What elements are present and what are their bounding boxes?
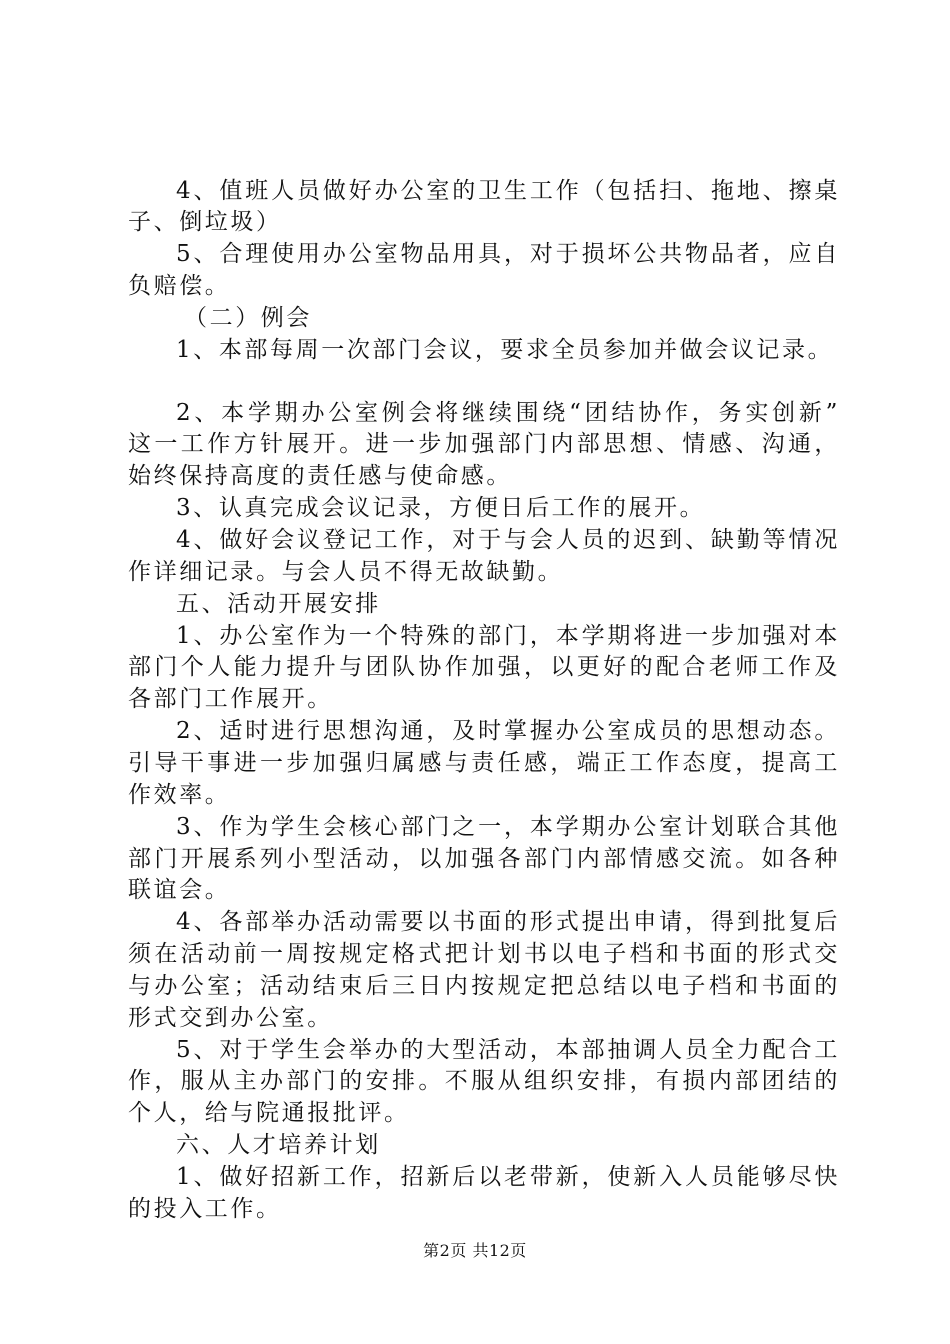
- section-heading: （二）例会: [184, 305, 312, 331]
- section-heading: 六、人才培养计划: [176, 1132, 381, 1158]
- text-line: 负赔偿。: [128, 273, 231, 299]
- text-line: 2、适时进行思想沟通，及时掌握办公室成员的思想动态。: [176, 718, 840, 744]
- text-line: 须在活动前一周按规定格式把计划书以电子档和书面的形式交: [128, 941, 840, 967]
- text-line: 4、做好会议登记工作，对于与会人员的迟到、缺勤等情况: [176, 527, 840, 553]
- text-line: 形式交到办公室。: [128, 1005, 333, 1031]
- text-line: 作，服从主办部门的安排。不服从组织安排，有损内部团结的: [128, 1068, 840, 1094]
- text-line: 4、各部举办活动需要以书面的形式提出申请，得到批复后: [176, 909, 840, 935]
- text-line: 1、做好招新工作，招新后以老带新，使新入人员能够尽快: [176, 1164, 840, 1190]
- text-line: 4、值班人员做好办公室的卫生工作（包括扫、拖地、擦桌: [176, 178, 840, 204]
- text-line: 3、认真完成会议记录，方便日后工作的展开。: [176, 495, 706, 521]
- text-line: 始终保持高度的责任感与使命感。: [128, 463, 512, 489]
- text-line: 子、倒垃圾）: [128, 209, 282, 235]
- text-line: 作详细记录。与会人员不得无故缺勤。: [128, 559, 564, 585]
- text-line: 这一工作方针展开。进一步加强部门内部思想、情感、沟通，: [128, 431, 840, 457]
- text-line: 1、本部每周一次部门会议，要求全员参加并做会议记录。: [176, 337, 834, 363]
- text-line: 联谊会。: [128, 877, 231, 903]
- text-line: 5、对于学生会举办的大型活动，本部抽调人员全力配合工: [176, 1037, 840, 1063]
- text-line: 部门个人能力提升与团队协作加强，以更好的配合老师工作及: [128, 654, 840, 680]
- text-line: 个人，给与院通报批评。: [128, 1100, 410, 1126]
- text-line: 引导干事进一步加强归属感与责任感，端正工作态度，提高工: [128, 750, 840, 776]
- text-line: 各部门工作展开。: [128, 686, 333, 712]
- text-line: 5、合理使用办公室物品用具，对于损坏公共物品者，应自: [176, 241, 840, 267]
- text-line: 3、作为学生会核心部门之一，本学期办公室计划联合其他: [176, 814, 840, 840]
- text-line: 与办公室；活动结束后三日内按规定把总结以电子档和书面的: [128, 973, 840, 999]
- text-line: 的投入工作。: [128, 1196, 282, 1222]
- text-line: 部门开展系列小型活动，以加强各部门内部情感交流。如各种: [128, 846, 840, 872]
- section-heading: 五、活动开展安排: [176, 591, 381, 617]
- page-number: 第2页 共12页: [423, 1241, 527, 1260]
- text-line: 作效率。: [128, 782, 231, 808]
- text-line: 2、本学期办公室例会将继续围绕“团结协作，务实创新”: [176, 400, 840, 426]
- text-line: 1、办公室作为一个特殊的部门，本学期将进一步加强对本: [176, 623, 840, 649]
